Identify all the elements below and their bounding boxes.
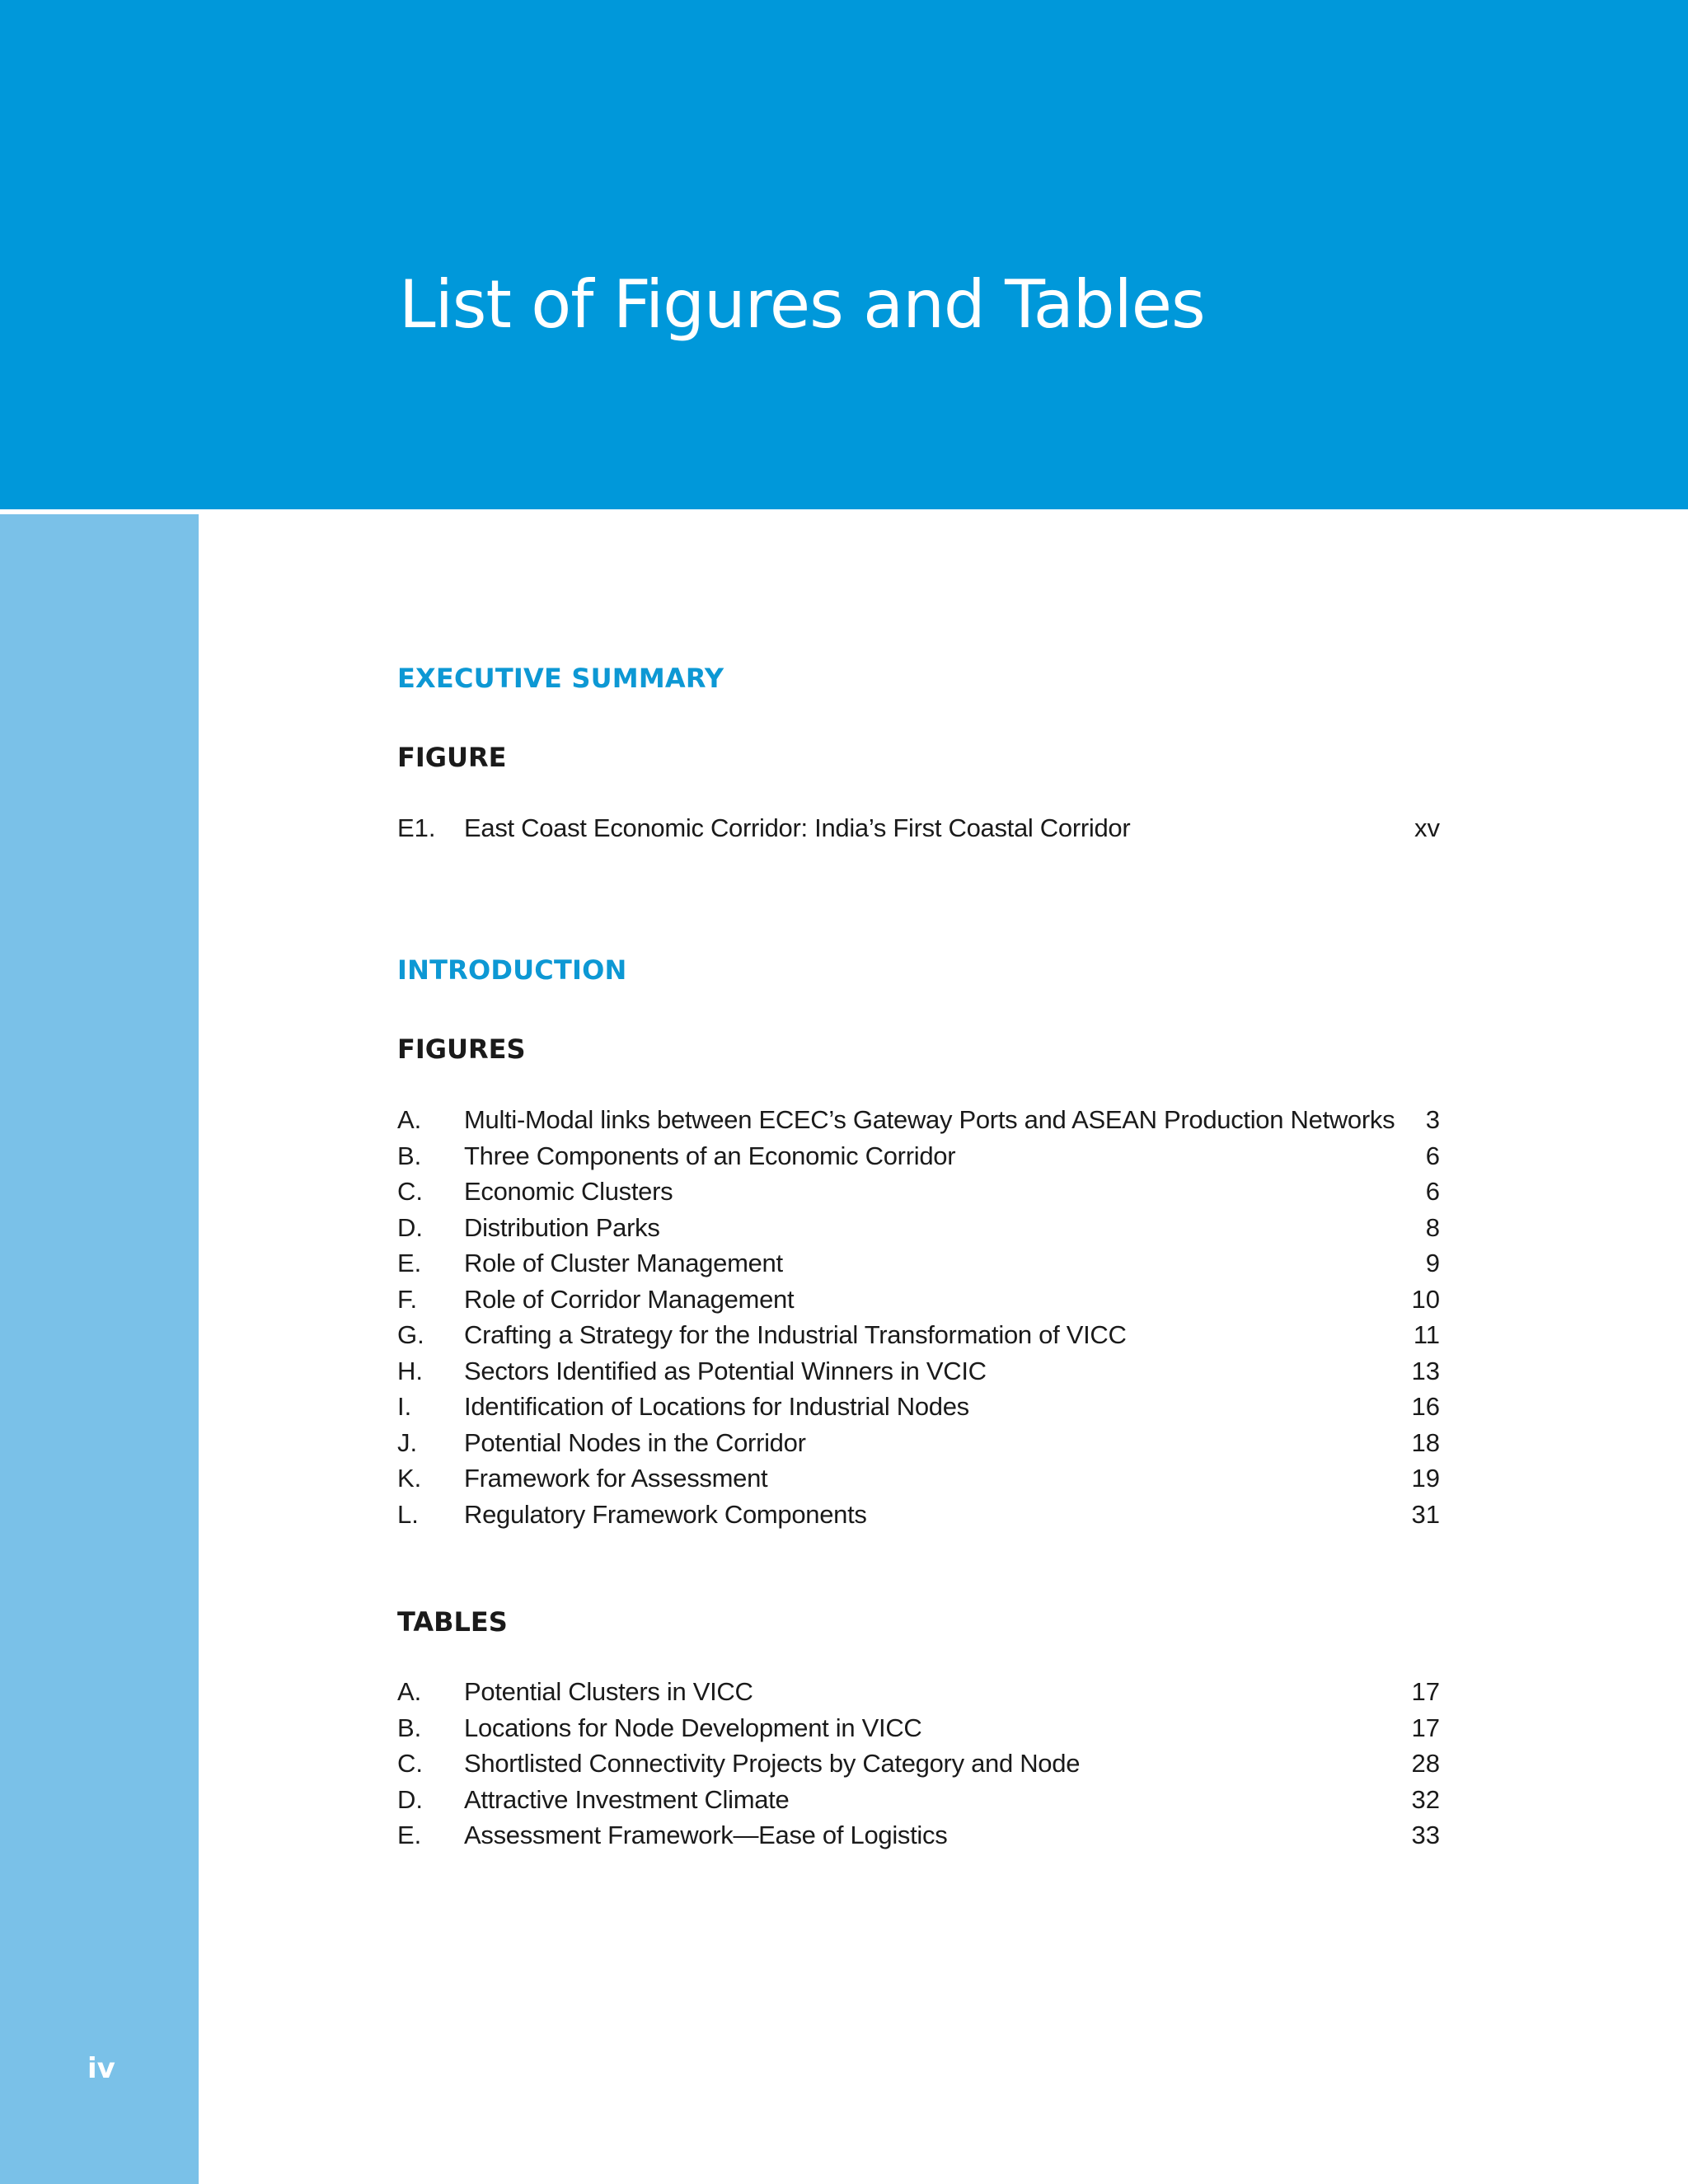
entry-label: A. [397, 1677, 422, 1706]
list-item[interactable] [397, 1317, 1440, 1353]
introduction-figures-list [397, 1102, 1440, 1532]
list-item[interactable] [397, 1138, 1440, 1174]
list-item[interactable] [397, 1425, 1440, 1461]
entry-page: 17 [1411, 1677, 1440, 1706]
subheading-figure: FIGURE [397, 742, 507, 773]
entry-title: Sectors Identified as Potential Winners in VCIC [464, 1356, 987, 1385]
entry-label: I. [397, 1392, 412, 1421]
subheading-figures: FIGURES [397, 1033, 526, 1065]
entry-label: A. [397, 1105, 422, 1134]
list-item[interactable] [397, 1460, 1440, 1497]
entry-page: 18 [1411, 1427, 1440, 1457]
header-band [0, 0, 1688, 509]
entry-page: 32 [1411, 1784, 1440, 1814]
side-band [0, 514, 199, 2184]
list-item[interactable] [397, 1746, 1440, 1782]
entry-title: Crafting a Strategy for the Industrial Transformation of VICC [464, 1320, 1127, 1349]
list-item[interactable] [397, 1102, 1440, 1138]
entry-page: 33 [1411, 1821, 1440, 1849]
entry-title: Role of Corridor Management [464, 1284, 795, 1314]
introduction-tables-list [397, 1674, 1440, 1854]
entry-title: Distribution Parks [464, 1212, 660, 1242]
entry-page: 28 [1411, 1749, 1440, 1778]
entry-label: D. [397, 1212, 423, 1242]
entry-label: L. [397, 1499, 419, 1529]
entry-title: Role of Cluster Management [464, 1249, 783, 1277]
entry-label: E. [397, 1821, 422, 1849]
entry-title: Assessment Framework—Ease of Logistics [464, 1821, 948, 1849]
entry-label: J. [397, 1427, 418, 1457]
executive-summary-figure-list [397, 810, 1440, 846]
entry-page: 9 [1425, 1249, 1440, 1277]
entry-title: Regulatory Framework Components [464, 1499, 867, 1529]
list-item[interactable] [397, 1282, 1440, 1318]
list-item[interactable] [397, 1497, 1440, 1533]
entry-page: 13 [1411, 1356, 1440, 1385]
entry-label: B. [397, 1141, 422, 1170]
entry-page: 16 [1411, 1392, 1440, 1421]
entry-label: K. [397, 1464, 422, 1493]
entry-label: D. [397, 1784, 423, 1814]
entry-label: C. [397, 1177, 423, 1206]
entry-label: H. [397, 1356, 423, 1385]
page-number: iv [87, 2052, 115, 2085]
entry-title: Multi-Modal links between ECEC’s Gateway Ports and ASEAN Production Networks [464, 1105, 1395, 1134]
list-item[interactable] [397, 1710, 1440, 1746]
entry-label: B. [397, 1713, 422, 1742]
entry-title: Framework for Assessment [464, 1464, 768, 1493]
list-item[interactable] [397, 1782, 1440, 1818]
entry-page: 6 [1425, 1177, 1440, 1206]
entry-label: F. [397, 1284, 418, 1314]
section-heading-introduction: INTRODUCTION [397, 954, 627, 986]
entry-page: 3 [1425, 1105, 1440, 1134]
entry-title: Locations for Node Development in VICC [464, 1713, 922, 1742]
entry-title: Attractive Investment Climate [464, 1784, 790, 1814]
entry-page: 17 [1411, 1713, 1440, 1742]
entry-label: G. [397, 1320, 424, 1349]
entry-title: Potential Clusters in VICC [464, 1677, 753, 1706]
entry-label: E1. [397, 813, 436, 842]
page-title: List of Figures and Tables [399, 266, 1205, 343]
section-heading-executive-summary: EXECUTIVE SUMMARY [397, 663, 724, 694]
list-item[interactable] [397, 1210, 1440, 1246]
entry-page: 6 [1425, 1141, 1440, 1170]
list-item[interactable] [397, 810, 1440, 846]
entry-page: 19 [1411, 1464, 1440, 1493]
entry-page: 11 [1413, 1320, 1440, 1349]
list-item[interactable] [397, 1174, 1440, 1210]
entry-page: 10 [1411, 1284, 1440, 1314]
list-item[interactable] [397, 1674, 1440, 1710]
entry-title: Potential Nodes in the Corridor [464, 1427, 806, 1457]
entry-page: 31 [1411, 1499, 1440, 1529]
entry-title: Identification of Locations for Industrial Nodes [464, 1392, 969, 1421]
entry-title: Economic Clusters [464, 1177, 673, 1206]
list-item[interactable] [397, 1389, 1440, 1425]
entry-title: Shortlisted Connectivity Projects by Category and Node [464, 1749, 1081, 1778]
entry-label: E. [397, 1249, 422, 1277]
subheading-tables: TABLES [397, 1606, 508, 1638]
entry-title: Three Components of an Economic Corridor [464, 1141, 956, 1170]
entry-page: xv [1414, 813, 1440, 842]
list-item[interactable] [397, 1353, 1440, 1390]
entry-page: 8 [1425, 1212, 1440, 1242]
list-item[interactable] [397, 1817, 1440, 1854]
entry-title: East Coast Economic Corridor: India’s First Coastal Corridor [464, 813, 1131, 842]
entry-label: C. [397, 1749, 423, 1778]
list-item[interactable] [397, 1245, 1440, 1282]
